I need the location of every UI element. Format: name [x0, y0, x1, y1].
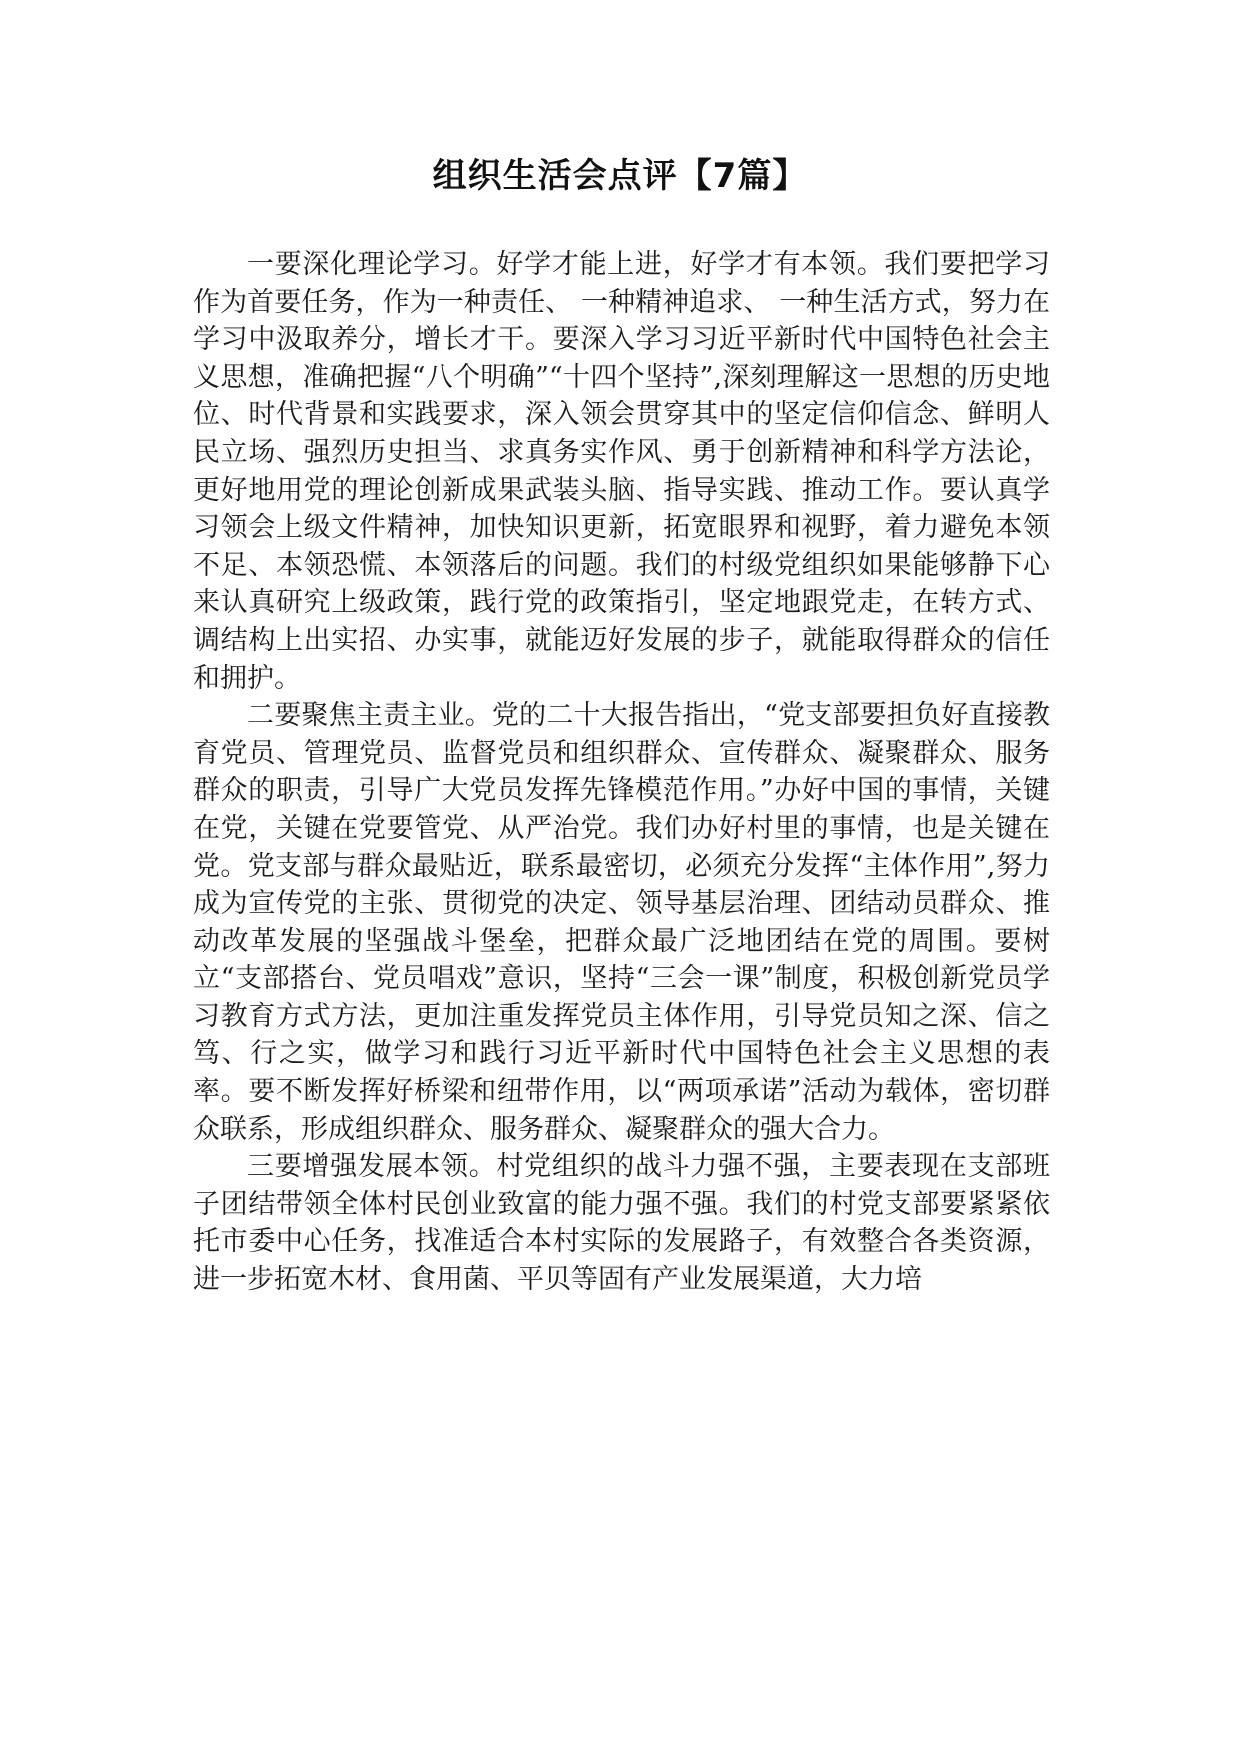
paragraph-3: 三要增强发展本领。村党组织的战斗力强不强，主要表现在支部班子团结带领全体村民创业致富的能力强不强。我们的村党支部要紧紧依托市委中心任务，找准适合本村实际的发展路子，有效整合各类资源，进一步拓宽木材、食用菌、平贝等固有产业发展渠道，大力培: [193, 1151, 1050, 1296]
paragraph-1: 一要深化理论学习。好学才能上进，好学才有本领。我们要把学习作为首要任务，作为一种责任、 一种精神追求、 一种生活方式，努力在学习中汲取养分，增长才干。要深入学习习近平新时代中国特色社会主义思想，准确把握“八个明确”“十四个坚持”,深刻理解这一思想的历史地位、时代背景和实践要求，深入领会贯穿其中的坚定信仰信念、鲜明人民立场、强烈历史担当、求真务实作风、勇于创新精神和科学方法论，更好地用党的理论创新成果武装头脑、指导实践、推动工作。要认真学习领会上级文件精神，加快知识更新，拓宽眼界和视野，着力避免本领不足、本领恐慌、本领落后的问题。我们的村级党组织如果能够静下心来认真研究上级政策，践行党的政策指引，坚定地跟党走，在转方式、调结构上出实招、办实事，就能迈好发展的步子，就能取得群众的信任和拥护。: [193, 249, 1050, 694]
document-title: 组织生活会点评【7篇】: [432, 156, 808, 196]
document-body: [193, 246, 1050, 1299]
paragraph-2: 二要聚焦主责主业。党的二十大报告指出，“党支部要担负好直接教育党员、管理党员、监督党员和组织群众、宣传群众、凝聚群众、服务群众的职责，引导广大党员发挥先锋模范作用。”办好中国的事情，关键在党，关键在党要管党、从严治党。我们办好村里的事情，也是关键在党。党支部与群众最贴近，联系最密切，必须充分发挥“主体作用”,努力成为宣传党的主张、贯彻党的决定、领导基层治理、团结动员群众、推动改革发展的坚强战斗堡垒，把群众最广泛地团结在党的周围。要树立“支部搭台、党员唱戏”意识，坚持“三会一课”制度，积极创新党员学习教育方式方法，更加注重发挥党员主体作用，引导党员知之深、信之笃、行之实，做学习和践行习近平新时代中国特色社会主义思想的表率。要不断发挥好桥梁和纽带作用，以“两项承诺”活动为载体，密切群众联系，形成组织群众、服务群众、凝聚群众的强大合力。: [193, 700, 1050, 1145]
